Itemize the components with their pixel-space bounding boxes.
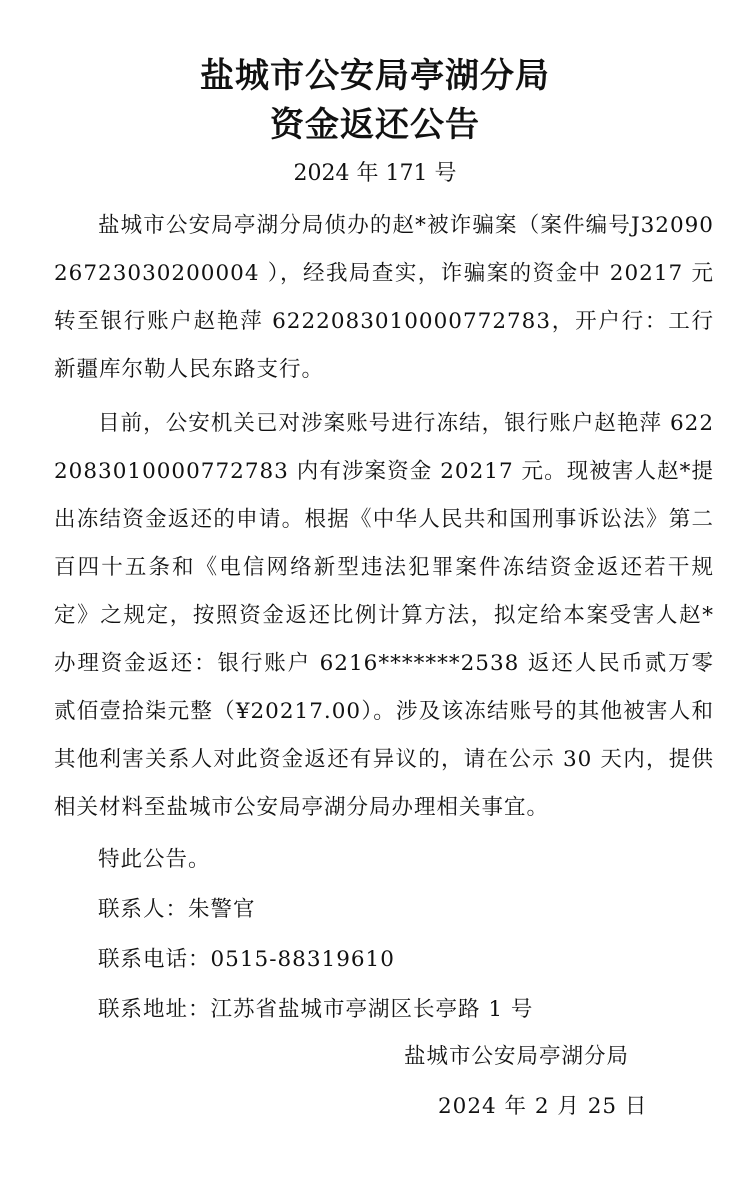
- contact-address: 联系地址：江苏省盐城市亭湖区长亭路 1 号: [98, 997, 534, 1022]
- contact-phone: 联系电话：0515-88319610: [98, 947, 395, 972]
- document-title-line2: 资金返还公告: [270, 105, 480, 145]
- body-paragraph-case-details: 盐城市公安局亭湖分局侦办的赵*被诈骗案（案件编号J3209026723030200004 ），经我局查实，诈骗案的资金中 20217 元转至银行账户赵艳萍 6222083010000772783，开户行：工行新疆库尔勒人民东路支行。: [54, 213, 714, 382]
- closing-statement: 特此公告。: [98, 847, 211, 872]
- body-paragraph-refund-details: 目前，公安机关已对涉案账号进行冻结，银行账户赵艳萍 6222083010000772783 内有涉案资金 20217 元。现被害人赵*提出冻结资金返还的申请。根据《中华人民共和国刑事诉讼法》第二百四十五条和《电信网络新型违法犯罪案件冻结资金返还若干规定》之规定，按照资金返还比例计算方法，拟定给本案受害人赵*办理资金返还：银行账户 6216*******2538 返还人民币贰万零贰佰壹拾柒元整（¥20217.00）。涉及该冻结账号的其他被害人和其他利害关系人对此资金返还有异议的，请在公示 30 天内，提供相关材料至盐城市公安局亭湖分局办理相关事宜。: [54, 411, 714, 820]
- issue-date: 2024 年 2 月 25 日: [438, 1094, 648, 1119]
- document-title-line1: 盐城市公安局亭湖分局: [200, 56, 550, 96]
- document-number: 2024 年 171 号: [293, 161, 457, 186]
- issuing-authority: 盐城市公安局亭湖分局: [404, 1044, 630, 1069]
- contact-person: 联系人：朱警官: [98, 897, 256, 922]
